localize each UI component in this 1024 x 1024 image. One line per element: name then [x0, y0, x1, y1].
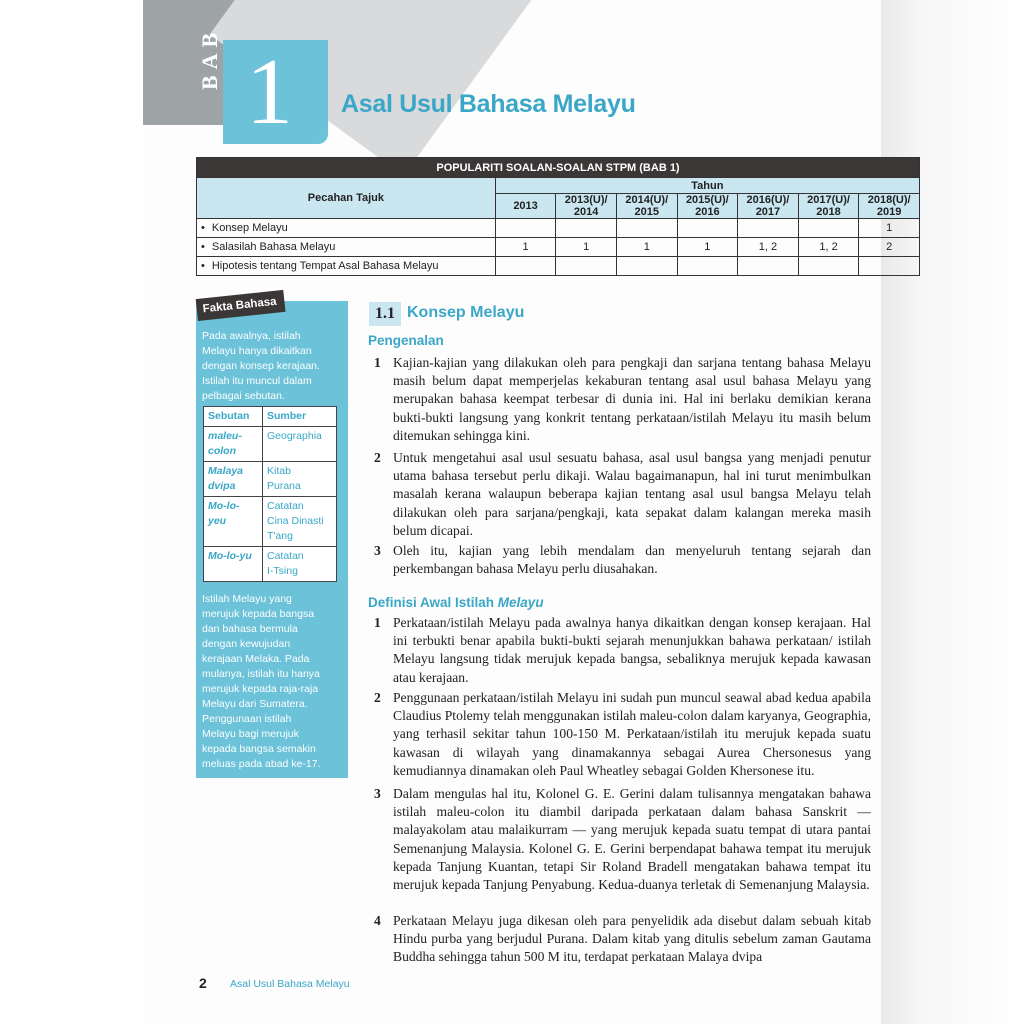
value-cell — [738, 219, 799, 238]
table-row — [197, 257, 920, 276]
sebutan-cell: maleu- colon — [204, 427, 263, 462]
fakta-line: dan bahasa bermula — [202, 623, 298, 635]
table-row — [204, 462, 337, 497]
year-cell: 2018(U)/ 2019 — [859, 194, 920, 219]
paragraph-number: 2 — [374, 450, 381, 465]
book-page — [143, 0, 911, 1024]
sumber-cell: Geographia — [263, 427, 337, 462]
value-cell: 1 — [556, 238, 617, 257]
sumber-cell: Catatan Cina Dinasti T'ang — [263, 497, 337, 547]
value-cell: 1 — [859, 219, 920, 238]
paragraph-text: Oleh itu, kajian yang lebih mendalam dan menyeluruh tentang sejarah dan perkembangan bahasa Melayu perlu diusahakan. — [393, 543, 871, 577]
subheading-definisi: Definisi Awal Istilah Melayu — [368, 595, 544, 610]
fakta-line: Melayu dari Sumatera. — [202, 698, 308, 710]
paragraph — [376, 689, 871, 780]
chapter-title: Asal Usul Bahasa Melayu — [341, 90, 636, 118]
table-row — [204, 497, 337, 547]
chapter-number: 1 — [246, 40, 293, 144]
fakta-outro — [202, 592, 344, 772]
paragraph-number: 3 — [374, 786, 381, 801]
paragraph-number: 3 — [374, 543, 381, 558]
year-cell: 2016(U)/ 2017 — [738, 194, 799, 219]
value-cell: 1 — [677, 238, 738, 257]
paragraph — [376, 785, 871, 894]
value-cell — [495, 257, 556, 276]
value-cell — [616, 257, 677, 276]
fakta-line: mulanya, istilah itu hanya — [202, 668, 320, 680]
value-cell — [616, 219, 677, 238]
paragraph-number: 2 — [374, 690, 381, 705]
sebutan-table — [203, 406, 337, 582]
bab-label: BAB — [197, 26, 222, 90]
fakta-line: Melayu hanya dikaitkan — [202, 345, 312, 357]
running-footer: Asal Usul Bahasa Melayu — [230, 978, 350, 990]
sebutan-cell: Mo-lo-yu — [204, 547, 263, 582]
popularity-table — [196, 157, 920, 276]
table-row — [197, 219, 920, 238]
fakta-line: Istilah itu muncul dalam — [202, 375, 312, 387]
paragraph-text: Kajian-kajian yang dilakukan oleh para pengkaji dan sarjana tentang bahasa Melayu masih belum dapat memperjelas kekaburan tentang asal usul bahasa Melayu yang merupakan bahasa keempat terbesar di dunia ini. Hal ini berlaku demikian kerana bukti-bukti langsung yang konkrit tentang perkataan/istilah Melayu itu masih belum ditemukan sehingga kini. — [393, 355, 871, 443]
topic-cell: • Salasilah Bahasa Melayu — [197, 238, 496, 257]
value-cell — [677, 257, 738, 276]
subheading-pengenalan: Pengenalan — [368, 333, 444, 348]
paragraph-text: Perkataan Melayu juga dikesan oleh para penyelidik ada disebut dalam sebuah kitab Hindu purba yang berjudul Purana. Dalam kitab yang ditulis sebelum zaman Gautama Buddha sehingga tahun 500 M itu, terdapat perkataan Malaya dvipa — [393, 913, 871, 965]
paragraph-text: Untuk mengetahui asal usul sesuatu bahasa, asal usul bangsa yang menjadi penutur utama bahasa tersebut perlu dikaji. Walau bagaimanapun, hal ini turut menimbulkan masalah kerana walaupun beberapa kajian tentang asal usul bangsa Melayu telah dilakukan oleh para sarjana/pengkaji, kata sepakat dalam kalangan mereka masih belum dicapai. — [393, 450, 871, 538]
page-gutter — [881, 0, 1024, 1024]
fakta-line: meluas pada abad ke-17. — [202, 758, 321, 770]
page-number: 2 — [199, 975, 207, 991]
paragraph-text: Dalam mengulas hal itu, Kolonel G. E. Gerini dalam tulisannya mengatakan bahawa istilah maleu-colon itu diambil daripada perkataan dalam bahasa Sanskrit — malayakolam atau malaikurram — yang merujuk kepada suatu tempat di utara pantai Semenanjung Malaysia. Kolonel G. E. Gerini berpendapat bahawa tempat itu merujuk kepada Tanjung Kuantan, tetapi Sir Roland Bradell mengatakan bahawa tempat itu merujuk kepada Tanjung Penyabung. Kedua-duanya terletak di Semenanjung Malaysia. — [393, 786, 871, 893]
fakta-line: Pada awalnya, istilah — [202, 330, 301, 342]
year-header: Tahun — [495, 178, 919, 194]
sebutan-cell: Mo-lo- yeu — [204, 497, 263, 547]
value-cell — [798, 219, 859, 238]
paragraph-number: 1 — [374, 615, 381, 630]
value-cell — [556, 219, 617, 238]
value-cell: 1 — [616, 238, 677, 257]
paragraph — [376, 912, 871, 967]
fakta-line: dengan kewujudan — [202, 638, 291, 650]
paragraph — [376, 614, 871, 687]
value-cell: 1, 2 — [738, 238, 799, 257]
fakta-line: merujuk kepada bangsa — [202, 608, 315, 620]
fakta-line: kepada bangsa semakin — [202, 743, 316, 755]
fakta-line: Melayu bagi merujuk — [202, 728, 299, 740]
table-row — [197, 238, 920, 257]
value-cell: 2 — [859, 238, 920, 257]
sebutan-header: Sebutan — [204, 407, 263, 427]
year-cell: 2013 — [495, 194, 556, 219]
value-cell — [677, 219, 738, 238]
paragraph — [376, 542, 871, 578]
value-cell — [859, 257, 920, 276]
fakta-intro — [202, 329, 344, 404]
fakta-bahasa-label: Fakta Bahasa — [196, 290, 286, 321]
paragraph-text: Penggunaan perkataan/istilah Melayu ini sudah pun muncul seawal abad kedua apabila Claudius Ptolemy telah menggunakan istilah maleu-colon dalam karyanya, Geographia, yang terhasil sekitar tahun 100-150 M. Perkataan/istilah itu merujuk kepada suatu kawasan di wilayah yang dinamakannya sebagai Aurea Chersonesus yang kemudiannya dinamakan oleh Paul Wheatley sebagai Golden Khersonese itu. — [393, 690, 871, 778]
topic-header: Pecahan Tajuk — [197, 178, 496, 219]
table-row — [204, 547, 337, 582]
paragraph-text: Perkataan/istilah Melayu pada awalnya hanya dikaitkan dengan konsep kerajaan. Hal ini terbukti benar apabila bukti-bukti sejarah menunjukkan bahawa perkataan/ istilah Melayu langsung tidak merujuk kepada bangsa, sebaliknya merujuk kepada kawasan atau kerajaan. — [393, 615, 871, 685]
sumber-cell: Catatan I-Tsing — [263, 547, 337, 582]
sumber-cell: Kitab Purana — [263, 462, 337, 497]
topic-cell: • Konsep Melayu — [197, 219, 496, 238]
value-cell — [798, 257, 859, 276]
value-cell: 1, 2 — [798, 238, 859, 257]
fakta-line: dengan konsep kerajaan. — [202, 360, 320, 372]
paragraph-number: 1 — [374, 355, 381, 370]
value-cell — [738, 257, 799, 276]
topic-cell: • Hipotesis tentang Tempat Asal Bahasa Melayu — [197, 257, 496, 276]
year-cell: 2013(U)/ 2014 — [556, 194, 617, 219]
fakta-line: kerajaan Melaka. Pada — [202, 653, 310, 665]
table-row — [204, 427, 337, 462]
paragraph — [376, 354, 871, 445]
popularity-table-title: POPULARITI SOALAN-SOALAN STPM (BAB 1) — [197, 158, 920, 178]
fakta-line: merujuk kepada raja-raja — [202, 683, 319, 695]
fakta-line: Penggunaan istilah — [202, 713, 292, 725]
fakta-line: Istilah Melayu yang — [202, 593, 292, 605]
section-number: 1.1 — [369, 302, 401, 326]
fakta-line: pelbagai sebutan. — [202, 390, 285, 402]
sebutan-cell: Malaya dvipa — [204, 462, 263, 497]
paragraph-number: 4 — [374, 913, 381, 928]
year-cell: 2015(U)/ 2016 — [677, 194, 738, 219]
value-cell: 1 — [495, 238, 556, 257]
year-cell: 2017(U)/ 2018 — [798, 194, 859, 219]
section-title: Konsep Melayu — [407, 304, 525, 321]
sumber-header: Sumber — [263, 407, 337, 427]
year-cell: 2014(U)/ 2015 — [616, 194, 677, 219]
paragraph — [376, 449, 871, 540]
value-cell — [556, 257, 617, 276]
value-cell — [495, 219, 556, 238]
